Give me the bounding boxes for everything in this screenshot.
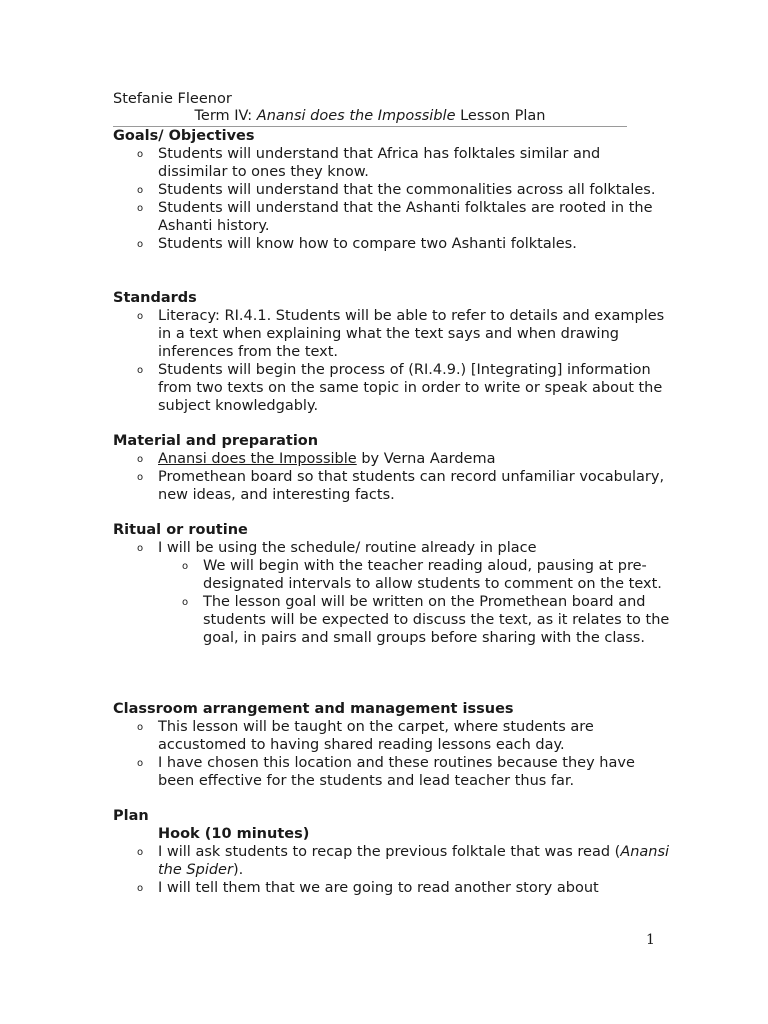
- page-number: 1: [646, 932, 655, 948]
- page-title: [113, 108, 627, 127]
- plan-section: [113, 807, 673, 897]
- list-item: o This lesson will be taught on the carpet, where students are accustomed to having shared reading lessons each day.: [137, 719, 594, 753]
- standards-section: [113, 289, 673, 415]
- list-item: o Students will know how to compare two Ashanti folktales.: [137, 236, 577, 252]
- list-item: o I will tell them that we are going to read another story about: [137, 880, 599, 896]
- list-item: o Promethean board so that students can record unfamiliar vocabulary, new ideas, and interesting facts.: [137, 469, 665, 503]
- section-heading: Classroom arrangement and management issues: [113, 701, 514, 717]
- list-item: o Students will begin the process of (RI.4.9.) [Integrating] information from two texts on the same topic in order to write or speak about the subject knowledgably.: [137, 362, 663, 414]
- list-item: o Students will understand that Africa has folktales similar and dissimilar to ones they know.: [137, 146, 601, 180]
- book-title: Anansi does the Impossible: [158, 451, 357, 467]
- title-italic: Anansi does the Impossible: [256, 108, 456, 124]
- section-heading: Ritual or routine: [113, 522, 248, 538]
- section-heading: Standards: [113, 290, 197, 306]
- list-item: o I have chosen this location and these routines because they have been effective for the students and lead teacher thus far.: [137, 755, 635, 789]
- sub-list-item: o We will begin with the teacher reading aloud, pausing at pre-designated intervals to allow students to comment on the text.: [182, 558, 662, 592]
- hook-heading: Hook (10 minutes): [158, 826, 310, 842]
- list-item: o Students will understand that the commonalities across all folktales.: [137, 182, 656, 198]
- sub-list-item: o The lesson goal will be written on the Promethean board and students will be expected to discuss the text, as it relates to the goal, in pairs and small groups before sharing with the class.: [182, 594, 670, 646]
- section-heading: Material and preparation: [113, 433, 319, 449]
- section-heading: Plan: [113, 808, 149, 824]
- goals-section: [113, 127, 673, 253]
- section-heading: Goals/ Objectives: [113, 128, 255, 144]
- list-item: o I will be using the schedule/ routine already in place: [137, 540, 537, 556]
- list-item: o Anansi does the Impossible by Verna Aardema: [137, 451, 496, 467]
- title-suffix: Lesson Plan: [455, 108, 546, 124]
- materials-section: [113, 432, 673, 504]
- list-item: o Students will understand that the Ashanti folktales are rooted in the Ashanti history.: [137, 200, 653, 234]
- title-prefix: Term IV:: [194, 108, 257, 124]
- author-name: Stefanie Fleenor: [113, 91, 232, 107]
- list-item: o I will ask students to recap the previous folktale that was read (Anansi the Spider).: [137, 844, 670, 878]
- classroom-section: [113, 700, 673, 790]
- list-item: o Literacy: RI.4.1. Students will be able to refer to details and examples in a text when explaining what the text says and when drawing inferences from the text.: [137, 308, 665, 360]
- ritual-section: [113, 521, 673, 647]
